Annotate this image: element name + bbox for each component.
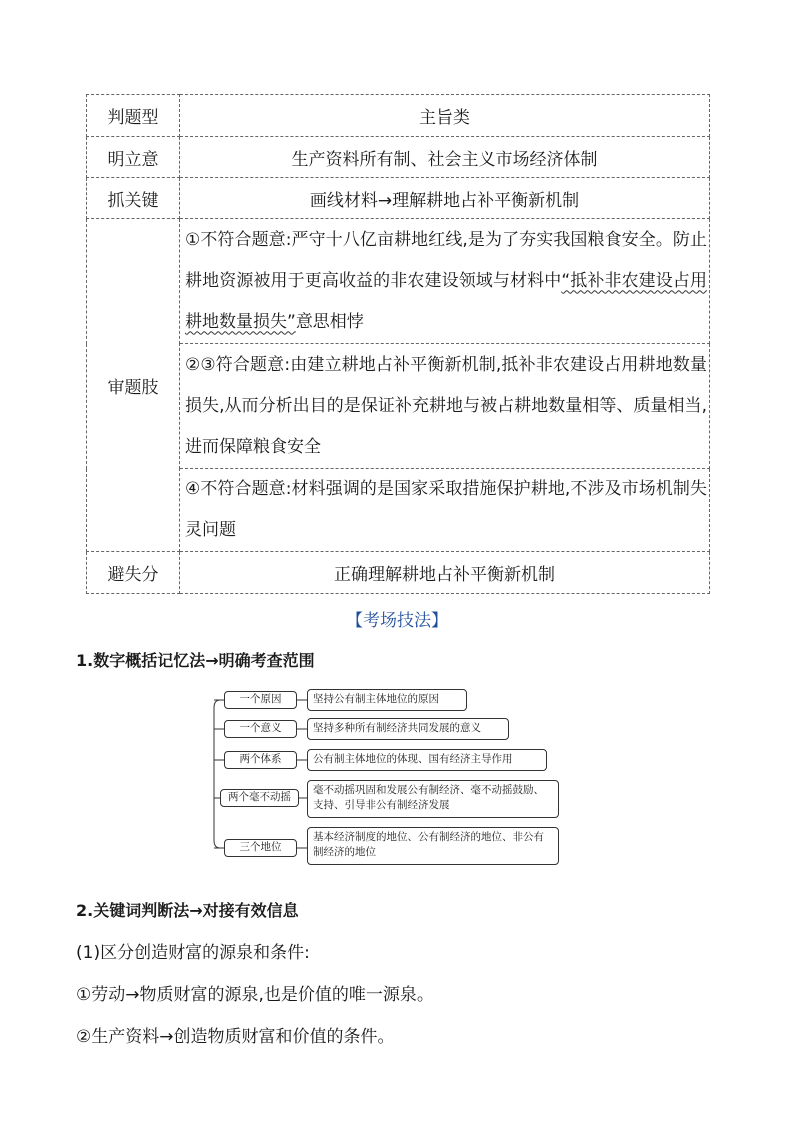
method-heading-2: 2.关键词判断法→对接有效信息 bbox=[76, 901, 299, 920]
row-label: 审题肢 bbox=[87, 219, 180, 552]
row-label: 避失分 bbox=[87, 552, 180, 594]
mind-map-node: 两个毫不动摇 bbox=[220, 789, 299, 807]
mind-map-node: 两个体系 bbox=[224, 751, 297, 769]
row-label: 抓关键 bbox=[87, 178, 180, 219]
mind-map-detail: 坚持多种所有制经济共同发展的意义 bbox=[307, 718, 509, 740]
mind-map bbox=[212, 684, 562, 864]
question-type: 主旨类 bbox=[180, 95, 710, 137]
row-label: 明立意 bbox=[87, 137, 180, 178]
quoted-material: “抵补非农建设占用耕地数量损失” bbox=[185, 270, 708, 332]
method-heading-1: 1.数字概括记忆法→明确考查范围 bbox=[76, 651, 315, 670]
avoid-loss-content: 正确理解耕地占补平衡新机制 bbox=[180, 552, 710, 594]
paragraph: (1)区分创造财富的源泉和条件: bbox=[76, 943, 310, 963]
mind-map-node: 三个地位 bbox=[224, 839, 297, 857]
mind-map-node: 一个意义 bbox=[224, 720, 297, 738]
paragraph: ①劳动→物质财富的源泉,也是价值的唯一源泉。 bbox=[76, 985, 434, 1005]
option-analysis-2: ②③符合题意:由建立耕地占补平衡新机制,抵补非农建设占用耕地数量损失,从而分析出目的是保证补充耕地与被占耕地数量相等、质量相当,进而保障粮食安全 bbox=[180, 344, 710, 469]
analysis-table bbox=[86, 94, 710, 594]
mind-map-detail: 毫不动摇巩固和发展公有制经济、毫不动摇鼓励、支持、引导非公有制经济发展 bbox=[307, 780, 559, 818]
option-analysis-1: ①不符合题意:严守十八亿亩耕地红线,是为了夯实我国粮食安全。防止耕地资源被用于更高收益的非农建设领域与材料中“抵补非农建设占用耕地数量损失”意思相悖 bbox=[180, 219, 710, 344]
section-title: 【考场技法】 bbox=[346, 611, 448, 631]
mind-map-detail: 基本经济制度的地位、公有制经济的地位、非公有制经济的地位 bbox=[307, 827, 559, 865]
theme-content: 生产资料所有制、社会主义市场经济体制 bbox=[180, 137, 710, 178]
row-label: 判题型 bbox=[87, 95, 180, 137]
key-content: 画线材料→理解耕地占补平衡新机制 bbox=[180, 178, 710, 219]
mind-map-detail: 坚持公有制主体地位的原因 bbox=[307, 689, 467, 711]
mind-map-detail: 公有制主体地位的体现、国有经济主导作用 bbox=[307, 749, 547, 771]
mind-map-node: 一个原因 bbox=[224, 691, 297, 709]
paragraph: ②生产资料→创造物质财富和价值的条件。 bbox=[76, 1027, 395, 1047]
option-analysis-3: ④不符合题意:材料强调的是国家采取措施保护耕地,不涉及市场机制失灵问题 bbox=[180, 469, 710, 552]
